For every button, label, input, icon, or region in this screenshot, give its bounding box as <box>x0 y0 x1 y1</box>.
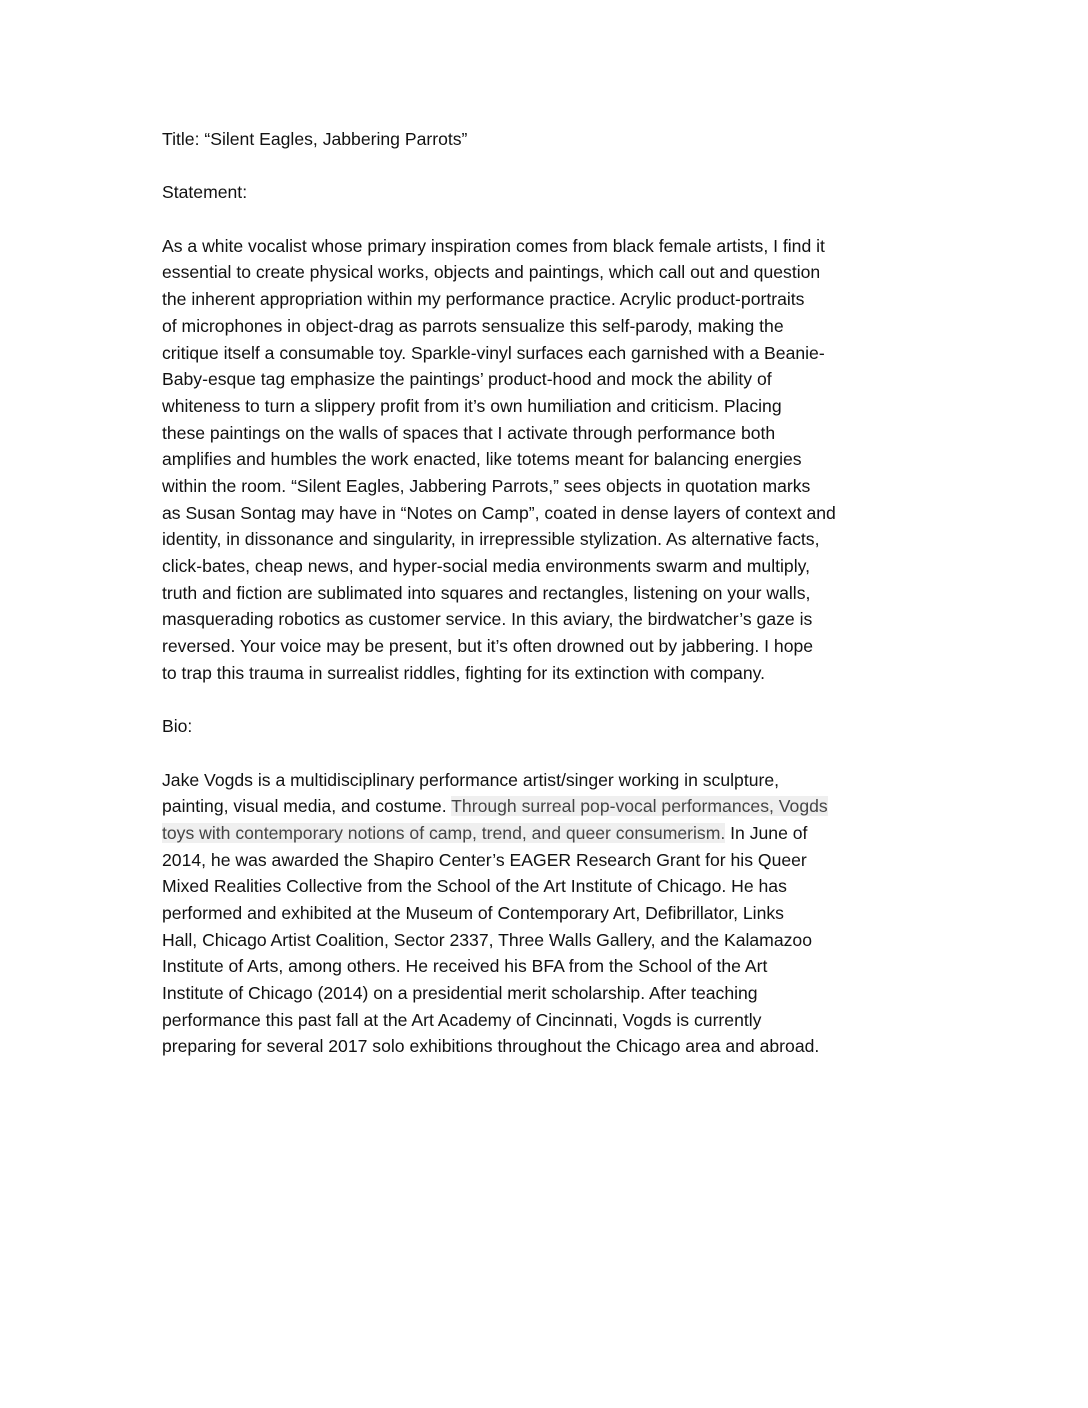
statement-line: the inherent appropriation within my performance practice. Acrylic product-portraits <box>162 289 805 310</box>
title-line: Title: “Silent Eagles, Jabbering Parrots” <box>162 129 468 149</box>
bio-heading: Bio: <box>162 716 193 737</box>
statement-line: as Susan Sontag may have in “Notes on Camp”, coated in dense layers of context and <box>162 502 836 523</box>
bio-line: Hall, Chicago Artist Coalition, Sector 2337, Three Walls Gallery, and the Kalamazoo <box>162 929 812 950</box>
bio-line: preparing for several 2017 solo exhibitions throughout the Chicago area and abroad. <box>162 1036 820 1057</box>
bio-text: In June of <box>725 822 808 843</box>
statement-line: masquerading robotics as customer service. In this aviary, the birdwatcher’s gaze is <box>162 609 813 630</box>
bio-line: Institute of Arts, among others. He received his BFA from the School of the Art <box>162 956 768 977</box>
spacer <box>162 740 937 767</box>
bio-line: performance this past fall at the Art Academy of Cincinnati, Vogds is currently <box>162 1009 762 1030</box>
bio-line: Jake Vogds is a multidisciplinary performance artist/singer working in sculpture, <box>162 769 780 790</box>
spacer <box>162 153 937 180</box>
bio-line: Institute of Chicago (2014) on a presidential merit scholarship. After teaching <box>162 983 758 1003</box>
highlighted-text: toys with contemporary notions of camp, trend, and queer consumerism. <box>162 822 726 843</box>
statement-heading: Statement: <box>162 182 248 203</box>
statement-line: truth and fiction are sublimated into squares and rectangles, listening on your walls, <box>162 582 811 603</box>
statement-line: to trap this trauma in surrealist riddles, fighting for its extinction with company. <box>162 662 766 683</box>
bio-line: performed and exhibited at the Museum of Contemporary Art, Defibrillator, Links <box>162 902 784 923</box>
bio-text: painting, visual media, and costume. <box>162 796 452 817</box>
statement-line: critique itself a consumable toy. Sparkle-vinyl surfaces each garnished with a Beanie- <box>162 342 825 363</box>
statement-line: Baby-esque tag emphasize the paintings’ product-hood and mock the ability of <box>162 369 772 390</box>
statement-line: amplifies and humbles the work enacted, like totems meant for balancing energies <box>162 449 802 470</box>
statement-line: click-bates, cheap news, and hyper-social media environments swarm and multiply, <box>162 556 810 576</box>
statement-line: these paintings on the walls of spaces that I activate through performance both <box>162 422 776 443</box>
highlighted-text: Through surreal pop-vocal performances, Vogds <box>451 796 828 817</box>
spacer <box>162 686 937 713</box>
statement-line: essential to create physical works, objects and paintings, which call out and question <box>162 262 821 283</box>
statement-line: within the room. “Silent Eagles, Jabbering Parrots,” sees objects in quotation marks <box>162 475 811 496</box>
document-body <box>162 126 937 1060</box>
statement-line: identity, in dissonance and singularity, in irrepressible stylization. As alternative facts, <box>162 529 820 550</box>
bio-line: 2014, he was awarded the Shapiro Center’s EAGER Research Grant for his Queer <box>162 849 807 870</box>
statement-line: whiteness to turn a slippery profit from it’s own humiliation and criticism. Placing <box>162 395 782 416</box>
bio-line <box>162 793 937 820</box>
statement-line: reversed. Your voice may be present, but it’s often drowned out by jabbering. I hope <box>162 636 814 657</box>
bio-line <box>162 820 937 847</box>
bio-line: Mixed Realities Collective from the School of the Art Institute of Chicago. He has <box>162 876 787 897</box>
spacer <box>162 206 937 233</box>
statement-paragraph <box>162 233 937 687</box>
bio-paragraph <box>162 767 937 1061</box>
statement-line: As a white vocalist whose primary inspiration comes from black female artists, I find it <box>162 235 825 256</box>
statement-line: of microphones in object-drag as parrots sensualize this self-parody, making the <box>162 315 784 336</box>
